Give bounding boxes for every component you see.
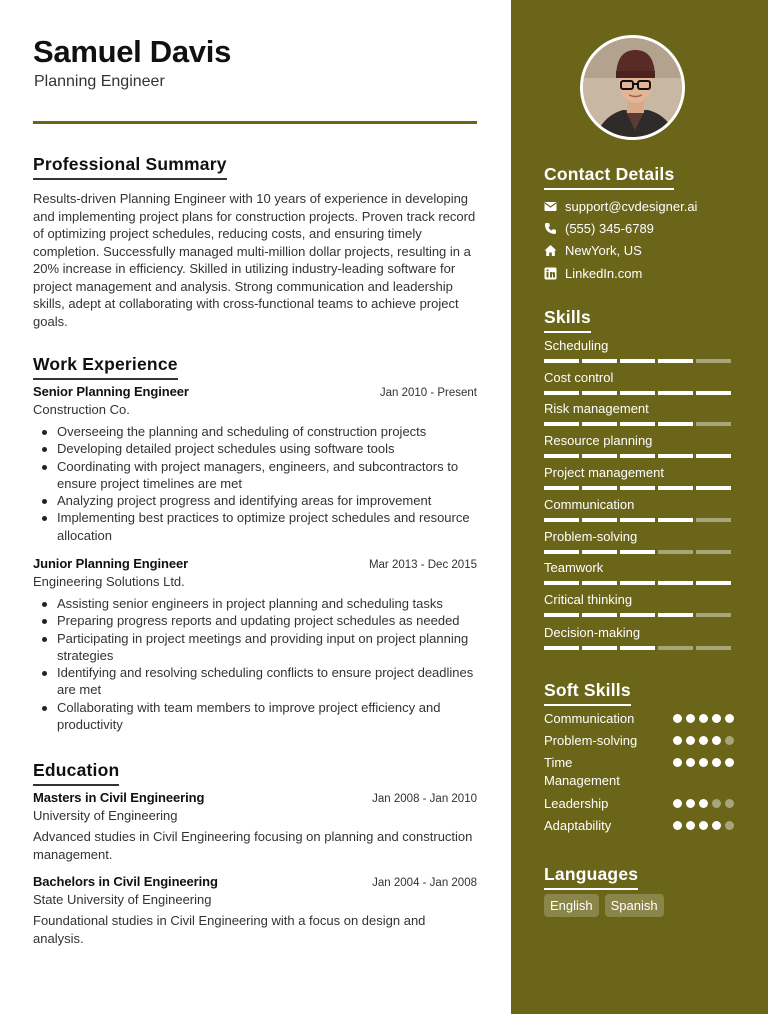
contact-location [544,240,744,262]
skill-level-segment [620,613,655,617]
skill-level-bar [544,550,734,554]
experience-heading: Work Experience [33,354,178,380]
rating-dot [712,736,721,745]
soft-skill-name: Problem-solving [544,733,638,748]
soft-skill-rating [673,817,734,835]
skill-level-segment [620,454,655,458]
soft-skill-rating [673,754,734,790]
job-company: Construction Co. [33,402,130,417]
rating-dot [686,821,695,830]
bullet-item: Implementing best practices to optimize project schedules and resource allocation [33,509,477,544]
language-chip: English [544,894,599,917]
skill-level-segment [620,422,655,426]
skill-name: Cost control [544,370,614,385]
skill-row [544,465,734,490]
job-bullets [33,595,477,733]
skill-row [544,370,734,395]
skill-level-bar [544,613,734,617]
degree-title: Bachelors in Civil Engineering [33,874,218,889]
soft-skills-heading: Soft Skills [544,680,631,706]
skill-level-segment [582,454,617,458]
skill-level-segment [696,581,731,585]
bullet-item: Collaborating with team members to improve project efficiency and productivity [33,699,477,734]
profile-photo-illustration [583,38,685,140]
soft-skill-row [544,732,734,750]
skill-name: Decision-making [544,625,641,640]
job-title: Junior Planning Engineer [33,556,189,571]
soft-skill-rating [673,710,734,728]
rating-dot [686,799,695,808]
language-list [544,894,664,917]
skill-level-segment [582,422,617,426]
education-entry [33,874,477,947]
skill-level-segment [696,454,731,458]
soft-skill-row [544,795,734,813]
job-title: Senior Planning Engineer [33,384,189,399]
skill-name: Project management [544,465,664,480]
contact-list [544,195,744,284]
skill-level-segment [544,422,579,426]
skill-level-segment [696,550,731,554]
rating-dot [699,736,708,745]
skill-level-bar [544,422,734,426]
rating-dot [673,714,682,723]
soft-skill-name: Communication [544,711,635,726]
sidebar [511,0,768,1014]
degree-title: Masters in Civil Engineering [33,790,205,805]
rating-dot [699,821,708,830]
skill-level-segment [696,422,731,426]
rating-dot [686,736,695,745]
skill-level-segment [658,486,693,490]
phone-text: (555) 345-6789 [565,220,654,236]
skill-row [544,592,734,617]
skill-level-segment [582,550,617,554]
contact-linkedin[interactable] [544,262,744,284]
skill-level-segment [544,454,579,458]
skill-level-segment [620,359,655,363]
rating-dot [725,758,734,767]
skill-level-segment [544,359,579,363]
skill-level-segment [544,646,579,650]
job-bullets [33,423,477,544]
skill-level-segment [582,646,617,650]
rating-dot [725,736,734,745]
home-icon [544,244,557,257]
education-heading: Education [33,760,119,786]
rating-dot [712,758,721,767]
skill-row [544,625,734,650]
skill-name: Communication [544,497,635,512]
skill-level-segment [544,550,579,554]
soft-skill-rating [673,732,734,750]
skill-row [544,529,734,554]
profile-photo [580,35,685,140]
skill-row [544,497,734,522]
skill-level-bar [544,391,734,395]
skill-level-segment [696,646,731,650]
linkedin-icon [544,267,557,280]
skill-level-segment [582,613,617,617]
rating-dot [725,799,734,808]
candidate-role: Planning Engineer [34,73,165,90]
skill-level-segment [658,391,693,395]
skill-level-segment [658,550,693,554]
skill-level-segment [658,581,693,585]
bullet-item: Preparing progress reports and updating project schedules as needed [33,612,477,629]
soft-skill-name: Time Management [544,755,620,788]
skill-level-segment [620,646,655,650]
phone-icon [544,222,557,235]
rating-dot [699,758,708,767]
education-date: Jan 2004 - Jan 2008 [372,877,477,889]
skill-level-segment [582,518,617,522]
bullet-item: Developing detailed project schedules using software tools [33,440,477,457]
school-name: University of Engineering [33,808,178,823]
rating-dot [712,821,721,830]
skill-level-segment [696,518,731,522]
skill-level-segment [620,518,655,522]
job-company: Engineering Solutions Ltd. [33,574,185,589]
bullet-item: Overseeing the planning and scheduling of construction projects [33,423,477,440]
contact-phone[interactable] [544,217,744,239]
job-entry [33,384,477,544]
bullet-item: Identifying and resolving scheduling conflicts to ensure project deadlines are met [33,664,477,699]
rating-dot [673,799,682,808]
skill-level-segment [544,613,579,617]
location-text: NewYork, US [565,243,642,259]
soft-skill-rating [673,795,734,813]
soft-skill-row [544,817,734,835]
skill-level-segment [544,581,579,585]
skill-name: Resource planning [544,433,653,448]
skill-level-segment [620,581,655,585]
skill-level-bar [544,646,734,650]
skill-level-segment [696,486,731,490]
skill-level-segment [544,391,579,395]
bullet-item: Participating in project meetings and providing input on project planning strategies [33,630,477,665]
skill-level-segment [544,518,579,522]
education-date: Jan 2008 - Jan 2010 [372,793,477,805]
language-chip: Spanish [605,894,664,917]
skill-level-segment [696,391,731,395]
soft-skill-row [544,710,734,728]
skill-row [544,433,734,458]
skill-level-segment [658,518,693,522]
soft-skill-name: Leadership [544,796,609,811]
skill-level-segment [658,454,693,458]
skill-name: Risk management [544,401,649,416]
rating-dot [712,714,721,723]
skill-level-segment [620,486,655,490]
skill-level-segment [582,359,617,363]
skill-level-segment [658,613,693,617]
rating-dot [712,799,721,808]
rating-dot [673,821,682,830]
summary-heading: Professional Summary [33,154,227,180]
soft-skill-row [544,754,734,790]
bullet-item: Assisting senior engineers in project planning and scheduling tasks [33,595,477,612]
rating-dot [686,714,695,723]
rating-dot [725,821,734,830]
skill-level-bar [544,359,734,363]
skill-row [544,560,734,585]
envelope-icon [544,200,557,213]
skill-level-bar [544,486,734,490]
education-description: Advanced studies in Civil Engineering focusing on planning and construction management. [33,829,473,862]
skill-level-segment [696,613,731,617]
email-text: support@cvdesigner.ai [565,198,698,214]
skill-level-segment [582,391,617,395]
education-entry [33,790,477,863]
skills-heading: Skills [544,307,591,333]
contact-heading: Contact Details [544,164,674,190]
education-description: Foundational studies in Civil Engineering with a focus on design and analysis. [33,913,426,946]
job-date: Mar 2013 - Dec 2015 [368,559,477,571]
rating-dot [699,714,708,723]
rating-dot [699,799,708,808]
candidate-name: Samuel Davis [33,34,232,69]
skill-level-segment [620,550,655,554]
rating-dot [725,714,734,723]
skill-name: Critical thinking [544,592,633,607]
linkedin-text: LinkedIn.com [565,265,643,281]
school-name: State University of Engineering [33,892,212,907]
job-date: Jan 2010 - Present [379,387,477,399]
skill-level-segment [658,359,693,363]
skill-level-segment [658,422,693,426]
summary-text: Results-driven Planning Engineer with 10 years of experience in developing and implementing project plans for construction projects. Proven track record of optimizing project schedules, reducing costs, and ensuring timely completion. Successfully managed multi-million dollar projects, resulting in a 20% increase in efficiency. Skilled in utilizing industry-leading software for project management and analysis. Strong communication and leadership skills, adept at collaborating with cross-functional teams to achieve project goals. [33,191,476,329]
skill-name: Scheduling [544,338,609,353]
skill-level-segment [696,359,731,363]
skill-level-segment [620,391,655,395]
rating-dot [673,758,682,767]
bullet-item: Analyzing project progress and identifying areas for improvement [33,492,477,509]
soft-skill-name: Adaptability [544,818,612,833]
skill-level-bar [544,518,734,522]
skill-name: Teamwork [544,560,604,575]
skill-level-bar [544,454,734,458]
skill-row [544,401,734,426]
skill-level-segment [658,646,693,650]
job-entry [33,556,477,733]
skill-level-segment [544,486,579,490]
skill-row [544,338,734,363]
header-divider [33,121,477,124]
rating-dot [673,736,682,745]
skill-level-segment [582,581,617,585]
contact-email[interactable] [544,195,744,217]
languages-heading: Languages [544,864,638,890]
rating-dot [686,758,695,767]
bullet-item: Coordinating with project managers, engineers, and subcontractors to ensure project timelines are met [33,458,477,493]
skill-level-segment [582,486,617,490]
skill-level-bar [544,581,734,585]
skill-name: Problem-solving [544,529,638,544]
